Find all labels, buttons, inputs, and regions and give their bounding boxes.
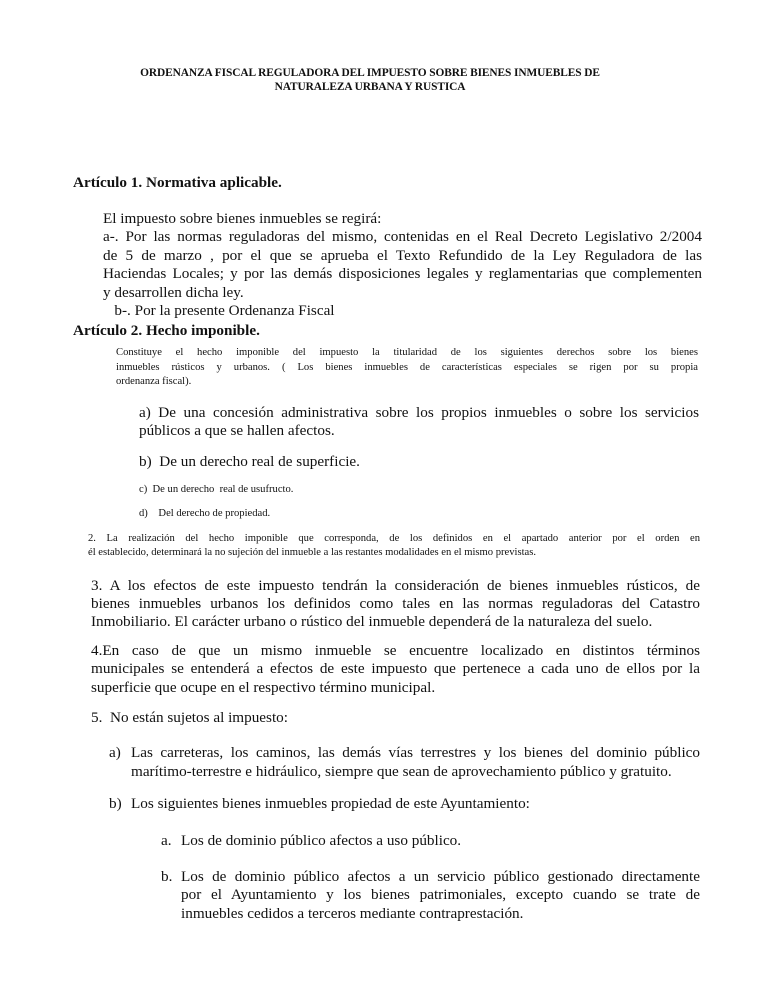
article-1-item-a-line: de 5 de marzo , por el que se aprueba el Texto Refundido de la Ley Reguladora de las [103,246,702,264]
right-item-c [139,483,768,497]
article-1-item-a-line: a-. Por las normas reguladoras del mismo, contenidas en el Real Decreto Legislativo 2/2004 [103,228,702,246]
paragraph-2-line: él establecido, determinará la no sujeción del inmueble a las restantes modalidades en el mismo previstas. [88,547,537,559]
right-item-line: a) De una concesión administrativa sobre los propios inmuebles o sobre los servicios [139,403,699,421]
exemption-a [109,744,700,781]
article-1-intro: El impuesto sobre bienes inmuebles se regirá: [103,210,382,227]
exemption-line: marítimo-terrestre e hidráulico, siempre que sean de aprovechamiento público y gratuito. [131,762,672,780]
article-2-heading: Artículo 2. Hecho imponible. [73,322,260,340]
article-1-item-b: b-. Por la presente Ordenanza Fiscal [103,302,335,320]
article-1-item-a [103,228,702,302]
paragraph-4-line: municipales se entenderá a efectos de este impuesto que pertenece a cada uno de ellos por la [91,660,700,678]
article-2-paragraph-4 [91,642,700,697]
sub-exemption-a [161,832,700,850]
paragraph-5-text: 5. No están sujetos al impuesto: [91,708,288,726]
paragraph-3-line: Inmobiliario. El carácter urbano o rústico del inmueble dependerá de la naturaleza del suelo. [91,613,653,631]
right-item-d [139,507,768,521]
article-2-intro [116,346,698,389]
exemption-label: a) [109,744,121,762]
title-line-1: ORDENANZA FISCAL REGULADORA DEL IMPUESTO SOBRE BIENES INMUEBLES DE [140,67,600,79]
article-2-paragraph-3 [91,577,700,632]
article-2-intro-line: inmuebles rústicos y urbanos. ( Los bienes inmuebles de características especiales se rigen por su propia [116,361,698,373]
paragraph-3-line: 3. A los efectos de este impuesto tendrán la consideración de bienes inmuebles rústicos, de [91,576,700,594]
article-1-item-a-line: Haciendas Locales; y por las demás disposiciones legales y reglamentarias que complementen [103,265,702,283]
exemption-line: Las carreteras, los caminos, las demás vías terrestres y los bienes del dominio público [131,744,700,762]
exemption-label: b) [109,795,122,813]
sub-exemption-line: Los de dominio público afectos a uso público. [181,831,462,849]
article-2-paragraph-2 [88,532,700,561]
paragraph-2-line: 2. La realización del hecho imponible que corresponda, de los definidos en el apartado anterior por el orden en [88,532,700,544]
sub-exemption-line: inmuebles cedidos a terceros mediante contraprestación. [181,904,524,922]
article-1-heading: Artículo 1. Normativa aplicable. [73,174,282,191]
right-item-c-line: c) De un derecho real de usufructo. [139,483,294,495]
exemption-line: Los siguientes bienes inmuebles propiedad de este Ayuntamiento: [131,795,530,813]
article-2-intro-line: Constituye el hecho imponible del impuesto la titularidad de los siguientes derechos sobre los bienes [116,347,698,359]
article-2-intro-line: ordenanza fiscal). [116,376,192,388]
exemption-b [109,795,700,813]
sub-exemption-line: por el Ayuntamiento y los bienes patrimoniales, excepto cuando se trate de [181,886,700,904]
right-item-b [139,453,768,471]
title-line-2: NATURALEZA URBANA Y RUSTICA [274,81,466,93]
paragraph-3-line: bienes inmuebles urbanos los definidos como tales en las normas reguladoras del Catastro [91,594,700,612]
right-item-b-line: b) De un derecho real de superficie. [139,453,360,471]
paragraph-4-line: 4.En caso de que un mismo inmueble se encuentre localizado en distintos términos [91,641,700,659]
right-item-a [139,404,699,441]
right-item-line: públicos a que se hallen afectos. [139,422,335,440]
sub-exemption-label: b. [161,867,173,885]
document-title [60,66,680,94]
right-item-d-line: d) Del derecho de propiedad. [139,508,271,520]
paragraph-4-line: superficie que ocupe en el respectivo término municipal. [91,678,436,696]
sub-exemption-b [161,868,700,923]
article-2-paragraph-5 [91,709,768,727]
sub-exemption-line: Los de dominio público afectos a un servicio público gestionado directamente [181,867,700,885]
sub-exemption-label: a. [161,831,172,849]
article-1-body [103,210,702,320]
article-1-item-a-line: y desarrollen dicha ley. [103,283,244,301]
